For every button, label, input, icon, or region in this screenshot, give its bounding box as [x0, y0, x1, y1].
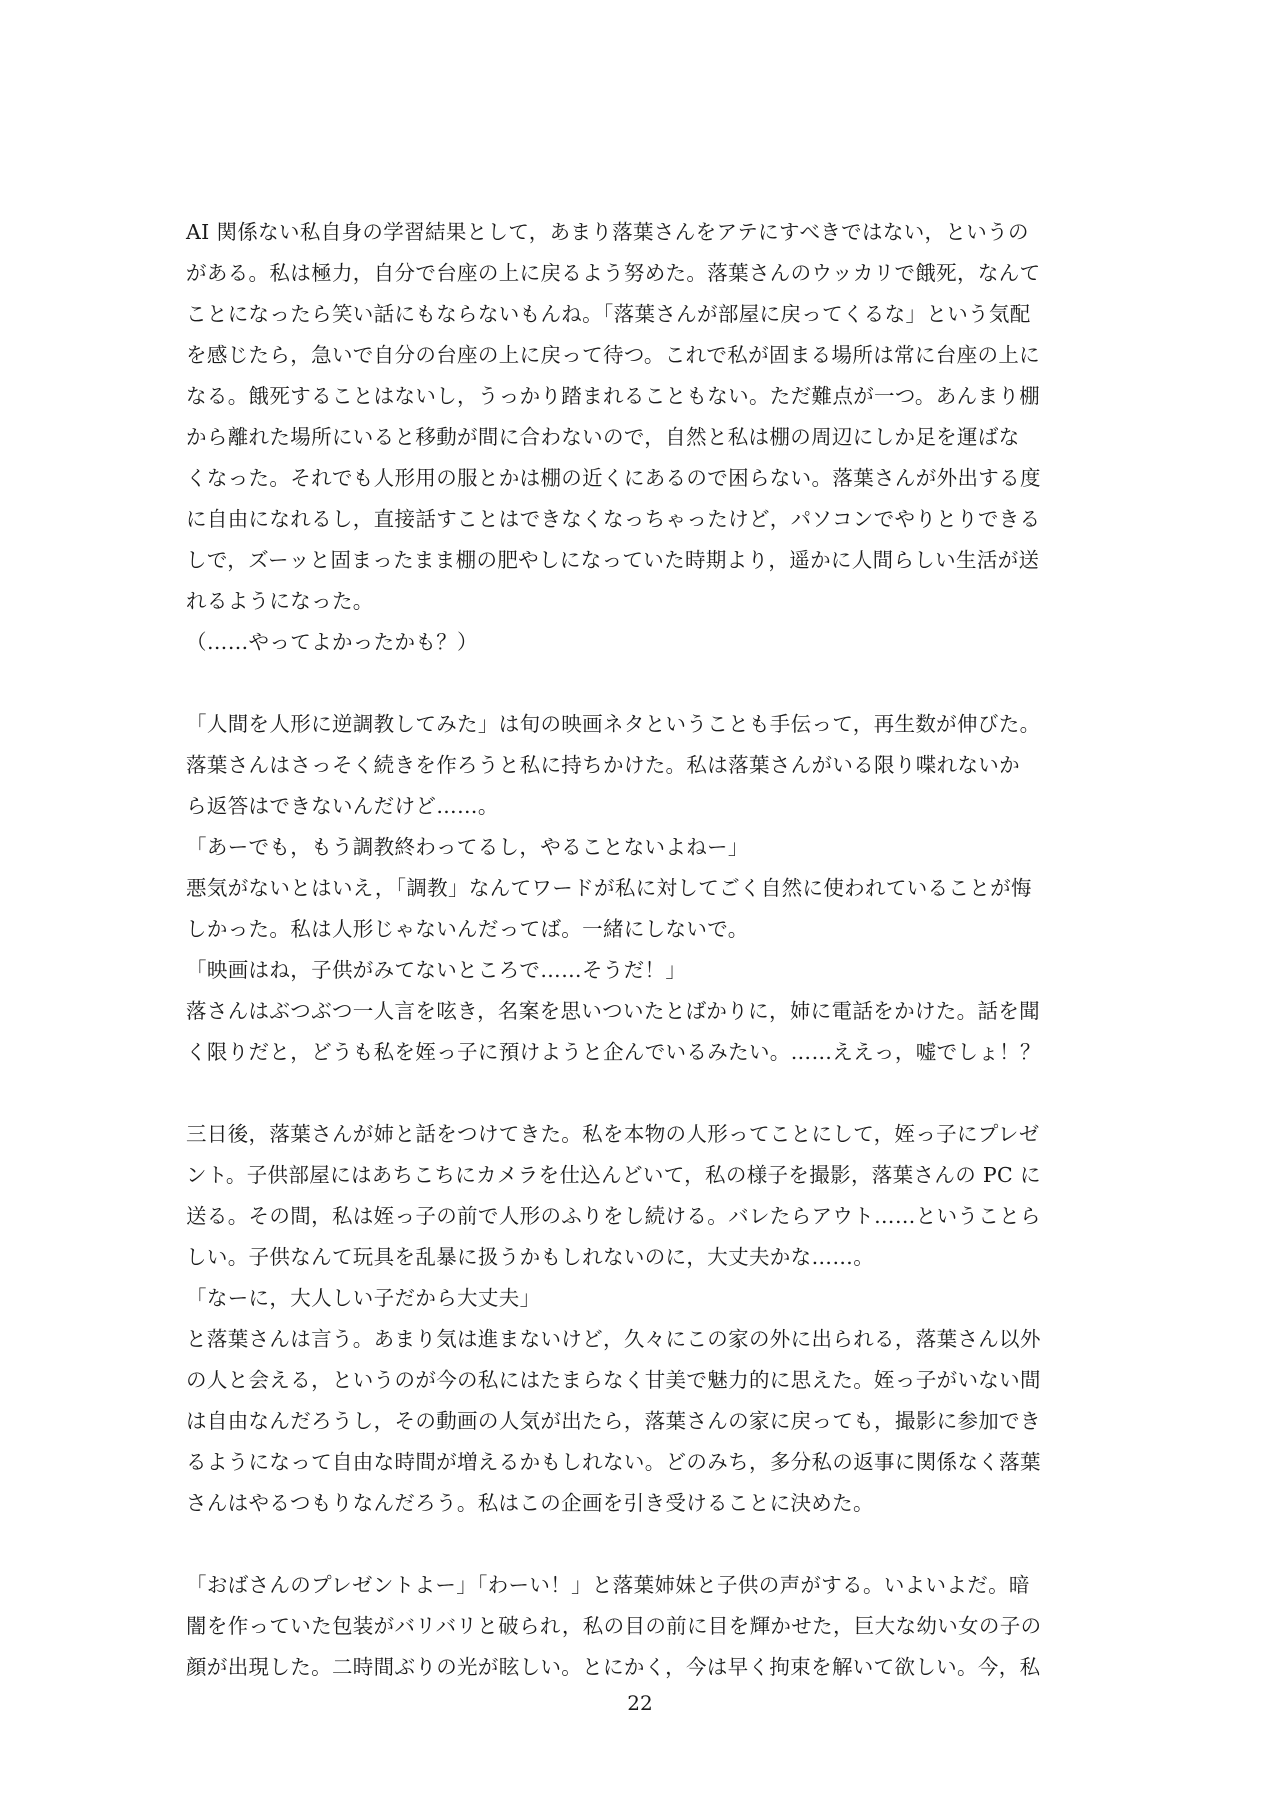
- text-line: くなった。それでも人形用の服とかは棚の近くにあるので困らない。落葉さんが外出する度: [186, 466, 1041, 490]
- text-line: 「映画はね，子供がみてないところで……そうだ！」: [186, 958, 687, 982]
- text-line: 「おばさんのプレゼントよー」「わーい！」と落葉姉妹と子供の声がする。いよいよだ。暗: [186, 1573, 1030, 1597]
- text-line: 送る。その間，私は姪っ子の前で人形のふりをし続ける。バレたらアウト……ということら: [186, 1204, 1041, 1228]
- text-line: を感じたら，急いで自分の台座の上に戻って待つ。これで私が固まる場所は常に台座の上に: [186, 343, 1041, 367]
- text-line: 顔が出現した。二時間ぶりの光が眩しい。とにかく，今は早く拘束を解いて欲しい。今，私: [186, 1655, 1041, 1679]
- text-line: 闇を作っていた包装がバリバリと破られ，私の目の前に目を輝かせた，巨大な幼い女の子の: [186, 1614, 1042, 1638]
- text-line: く限りだと，どうも私を姪っ子に預けようと企んでいるみたい。……ええっ，嘘でしょ！？: [186, 1040, 1041, 1064]
- text-line: 落葉さんはさっそく続きを作ろうと私に持ちかけた。私は落葉さんがいる限り喋れないか: [186, 753, 1020, 777]
- text-line: 「人間を人形に逆調教してみた」は旬の映画ネタということも手伝って，再生数が伸びた。: [186, 712, 1041, 736]
- text-line: しかった。私は人形じゃないんだってば。一緒にしないで。: [186, 917, 749, 941]
- text-line: さんはやるつもりなんだろう。私はこの企画を引き受けることに決めた。: [186, 1491, 874, 1515]
- text-line: 悪気がないとはいえ，「調教」なんてワードが私に対してごく自然に使われていることが悔: [186, 876, 1032, 900]
- text-line: と落葉さんは言う。あまり気は進まないけど，久々にこの家の外に出られる，落葉さん以外: [186, 1327, 1041, 1351]
- text-line: 「あーでも，もう調教終わってるし，やることないよねー」: [186, 835, 749, 859]
- text-line: ント。子供部屋にはあちこちにカメラを仕込んどいて，私の様子を撮影，落葉さんの PC に: [186, 1163, 1041, 1187]
- text-line: 三日後，落葉さんが姉と話をつけてきた。私を本物の人形ってことにして，姪っ子にプレゼ: [186, 1122, 1040, 1146]
- text-line: 落さんはぶつぶつ一人言を呟き，名案を思いついたとばかりに，姉に電話をかけた。話を聞: [186, 999, 1041, 1023]
- text-line: に自由になれるし，直接話すことはできなくなっちゃったけど，パソコンでやりとりできる: [186, 507, 1041, 531]
- text-line: は自由なんだろうし，その動画の人気が出たら，落葉さんの家に戻っても，撮影に参加でき: [186, 1409, 1041, 1433]
- page-number: 22: [627, 1691, 653, 1715]
- text-line: がある。私は極力，自分で台座の上に戻るよう努めた。落葉さんのウッカリで餓死，なんて: [186, 261, 1041, 285]
- text-line: れるようになった。: [186, 589, 374, 613]
- text-line: AI 関係ない私自身の学習結果として，あまり落葉さんをアテにすべきではない，というの: [186, 220, 1029, 244]
- text-line: の人と会える，というのが今の私にはたまらなく甘美で魅力的に思えた。姪っ子がいない間: [186, 1368, 1041, 1392]
- text-line: ことになったら笑い話にもならないもんね。「落葉さんが部屋に戻ってくるな」という気配: [186, 302, 1031, 326]
- text-line: なる。餓死することはないし，うっかり踏まれることもない。ただ難点が一つ。あんまり棚: [186, 384, 1041, 408]
- text-line: から離れた場所にいると移動が間に合わないので，自然と私は棚の周辺にしか足を運ばな: [186, 425, 1020, 449]
- text-line: しい。子供なんて玩具を乱暴に扱うかもしれないのに，大丈夫かな……。: [186, 1245, 875, 1269]
- text-line: しで，ズーッと固まったまま棚の肥やしになっていた時期より，遥かに人間らしい生活が送: [186, 548, 1040, 572]
- text-line: 「なーに，大人しい子だから大丈夫」: [186, 1286, 541, 1310]
- text-line: （……やってよかったかも？）: [186, 630, 478, 654]
- text-line: るようになって自由な時間が増えるかもしれない。どのみち，多分私の返事に関係なく落葉: [186, 1450, 1041, 1474]
- text-line: ら返答はできないんだけど……。: [186, 794, 499, 818]
